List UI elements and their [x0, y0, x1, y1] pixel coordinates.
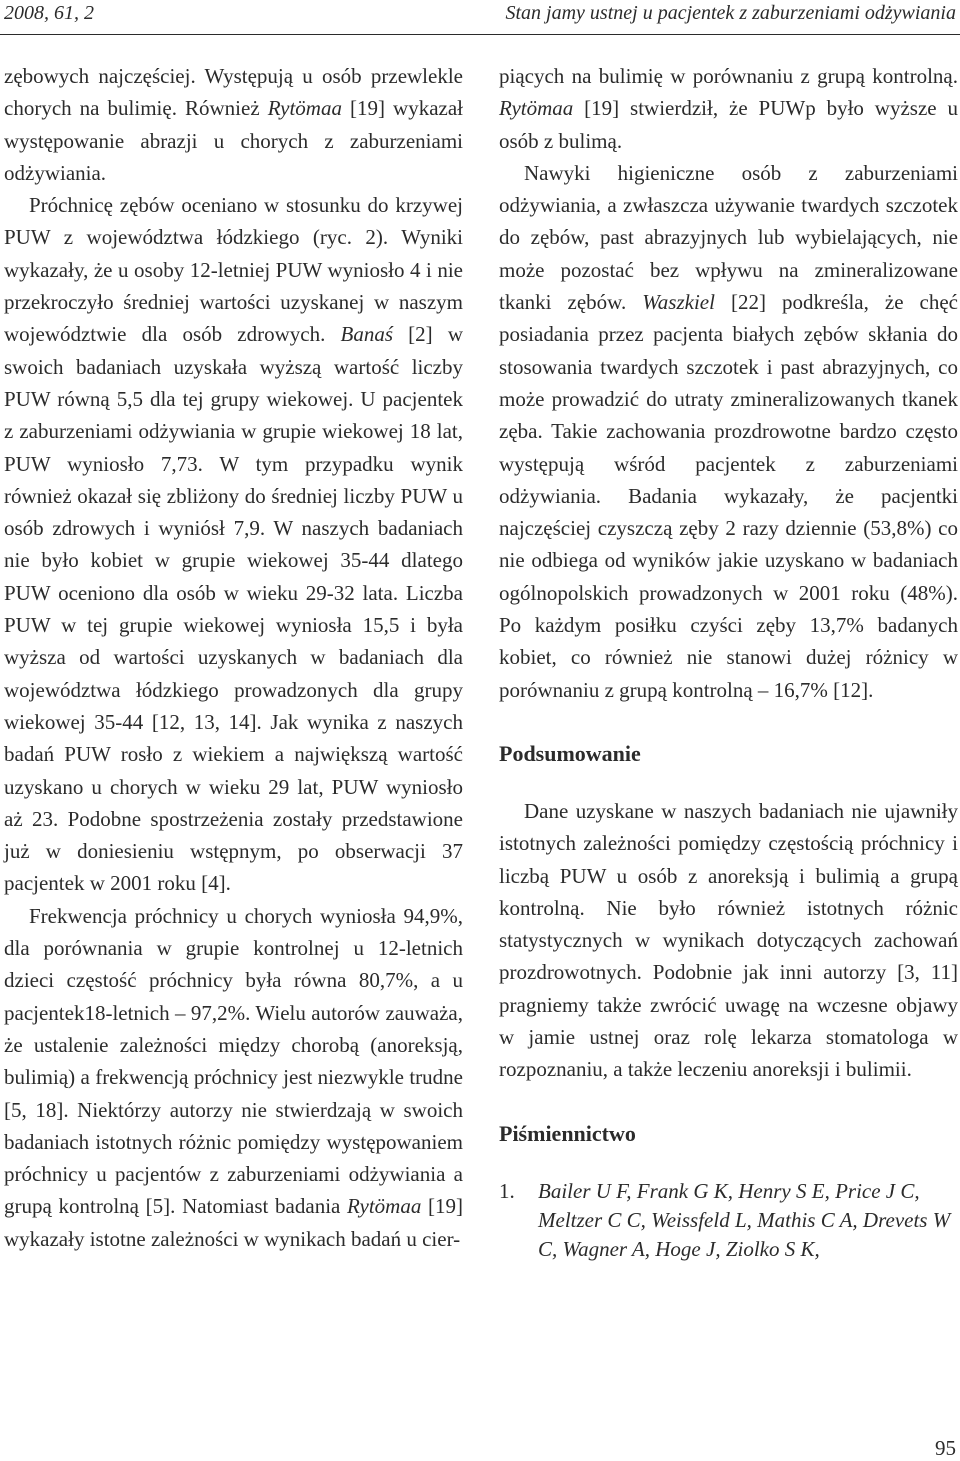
references-heading: Piśmiennictwo [499, 1120, 636, 1146]
left-column [4, 60, 463, 1255]
summary-heading: Podsumowanie [499, 740, 641, 766]
paragraph: Frekwencja próchnicy u chorych wyniosła 94,9%, dla porównania w grupie kontrolnej u 12-letnich dzieci częstość próchnicy była równa 80,7%, a u pacjentek18-letnich – 97,2%. Wielu autorów zauważa, że ustalenie zależności między chorobą (anoreksją, bulimią) a frekwencją próchnicy jest niezwykle trudne [5, 18]. Niektórzy autorzy nie stwierdzają w swoich badaniach istotnych różnic pomiędzy występowaniem próchnicy u pacjentów z zaburzeniami odżywiania a grupą kontrolną [5]. Natomiast badania Rytömaa [19] wykazały istotne zależności w wynikach badań u cier- [4, 903, 463, 1251]
citation-author: Waszkiel [642, 290, 715, 315]
citation-author: Rytömaa [347, 1194, 422, 1219]
reference-item [499, 1177, 958, 1264]
reference-list [499, 1177, 958, 1264]
citation-author: Rytömaa [267, 96, 342, 121]
reference-text: Bailer U F, Frank G K, Henry S E, Price J C, Meltzer C C, Weissfeld L, Mathis C A, Drevets W C, Wagner A, Hoge J, Ziolko S K, [538, 1178, 951, 1261]
citation-author: Banaś [340, 322, 394, 347]
running-title: Stan jamy ustnej u pacjentek z zaburzeniami odżywiania [505, 2, 956, 24]
paragraph: piących na bulimię w porównaniu z grupą kontrolną. Rytömaa [19] stwierdził, że PUWp było wyższe u osób z bulimą. [499, 64, 958, 153]
paragraph: Próchnicę zębów oceniano w stosunku do krzywej PUW z województwa łódzkiego (ryc. 2). Wyniki wykazały, że u osoby 12-letniej PUW wyniosło 4 i nie przekroczyło średniej wartości uzyskanej w naszym województwie dla osób zdrowych. Banaś [2] w swoich badaniach uzyskała wyższą wartość liczby PUW równą 5,5 dla tej grupy wiekowej. U pacjentek z zaburzeniami odżywiania w grupie wiekowej 18 lat, PUW wyniosło 7,73. W tym przypadku wynik również okazał się zbliżony do średniej liczby PUW u osób zdrowych i wyniósł 7,9. W naszych badaniach nie było kobiet w grupie wiekowej 35-44 dlatego PUW oceniono dla osób w wieku 29-32 lata. Liczba PUW w tej grupie wiekowej wyniosła 15,5 i była wyższa od wartości uzyskanych w badaniach dla województwa łódzkiego prowadzonych dla grupy wiekowej 35-44 [12, 13, 14]. Jak wynika z naszych badań PUW rosło z wiekiem a największą wartość uzyskano u chorych w wieku 29 lat, PUW wyniosło aż 23. Podobne spostrzeżenia zostały przedstawione już w doniesieniu wstępnym, po obserwacji 37 pacjentek w 2001 roku [4]. [4, 193, 464, 896]
reference-number: 1. [499, 1178, 515, 1203]
paragraph: zębowych najczęściej. Występują u osób przewlekle chorych na bulimię. Również Rytömaa [19] wykazał występowanie abrazji u chorych z zaburzeniami odżywiania. [4, 64, 464, 185]
summary-paragraph: Dane uzyskane w naszych badaniach nie ujawniły istotnych zależności pomiędzy częstością próchnicy i liczbą PUW u osób z anoreksją i bulimią a grupą kontrolną. Nie było również istotnych różnic statystycznych w wynikach dotyczących zachowań prozdrowotnych. Podobnie jak inni autorzy [3, 11] pragniemy także zwrócić uwagę na wczesne objawy w jamie ustnej oraz rolę lekarza stomatologa w rozpoznaniu, a także leczeniu anoreksji i bulimii. [499, 798, 958, 1082]
page-number: 95 [935, 1436, 956, 1460]
right-column [499, 60, 958, 1264]
journal-reference: 2008, 61, 2 [4, 2, 94, 24]
running-header [0, 0, 960, 35]
paragraph: Nawyki higieniczne osób z zaburzeniami odżywiania, a zwłaszcza używanie twardych szczotek do zębów, past abrazyjnych lub wybielających, nie może pozostać bez wpływu na zmineralizowane tkanki zębów. Waszkiel [22] podkreśla, że chęć posiadania przez pacjenta białych zębów skłania do stosowania twardych szczotek i past abrazyjnych, co może prowadzić do utraty zmineralizowanych tkanek zęba. Takie zachowania prozdrowotne bardzo często występują wśród pacjentek z zaburzeniami odżywiania. Badania wykazały, że pacjentki najczęściej czyszczą zęby 2 razy dziennie (53,8%) co nie odbiega od wyników jakie uzyskano w badaniach ogólnopolskich prowadzonych w 2001 roku (48%). Po każdym posiłku czyści zęby 13,7% badanych kobiet, co również nie stanowi dużej różnicy w porównaniu z grupą kontrolną – 16,7% [12]. [499, 160, 958, 702]
citation-author: Rytömaa [499, 96, 574, 121]
